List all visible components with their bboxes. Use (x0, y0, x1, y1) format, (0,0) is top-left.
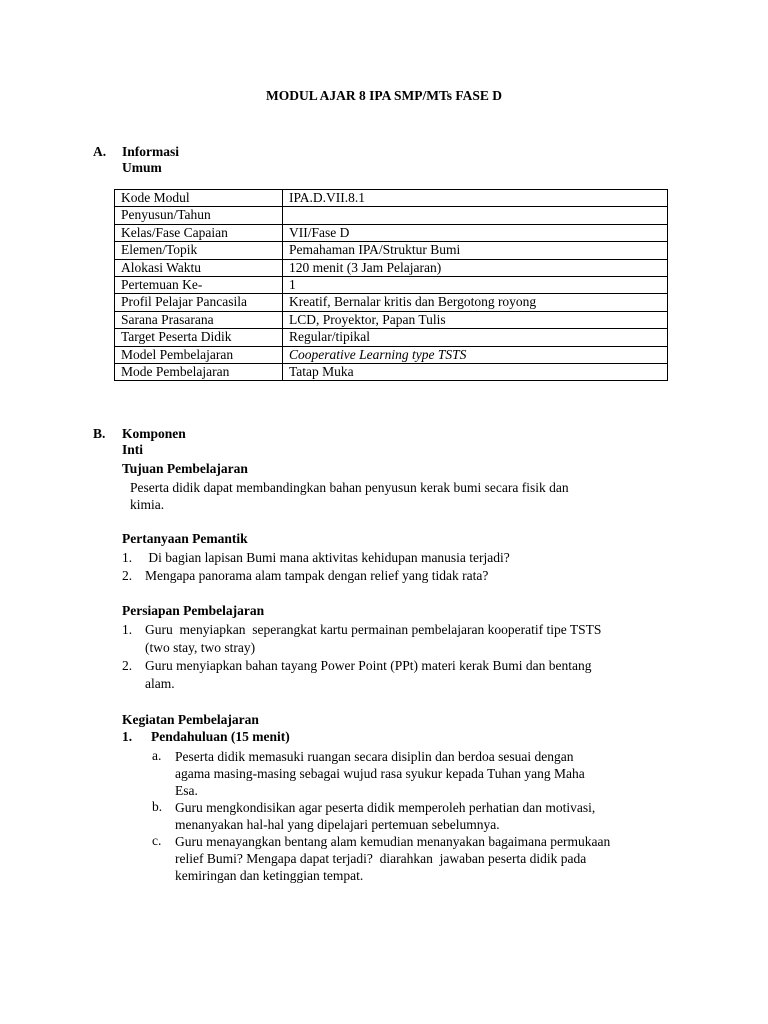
kegiatan-item-line: agama masing-masing sebagai wujud rasa syukur kepada Tuhan yang Maha (175, 766, 585, 781)
info-value: LCD, Proyektor, Papan Tulis (283, 311, 668, 328)
kegiatan-item-line: relief Bumi? Mengapa dapat terjadi? diarahkan jawaban peserta didik pada (175, 851, 587, 866)
info-key: Pertemuan Ke- (115, 276, 283, 293)
kegiatan-item-letter: c. (152, 833, 162, 848)
persiapan-heading: Persiapan Pembelajaran (122, 603, 265, 618)
info-value (283, 207, 668, 224)
info-row (115, 259, 668, 276)
pemantik-item-2: Mengapa panorama alam tampak dengan relief yang tidak rata? (145, 568, 489, 583)
info-row (115, 207, 668, 224)
info-row (115, 276, 668, 293)
pemantik-number-2: 2. (122, 568, 133, 583)
section-a-letter: A. (93, 144, 107, 159)
kegiatan-item-line: Guru mengkondisikan agar peserta didik memperoleh perhatian dan motivasi, (175, 800, 596, 815)
kegiatan-item-line: Guru menayangkan bentang alam kemudian menanyakan bagaimana permukaan (175, 834, 611, 849)
persiapan-item-2-line-2: alam. (145, 676, 175, 691)
tujuan-line-1: Peserta didik dapat membandingkan bahan penyusun kerak bumi secara fisik dan (130, 480, 569, 495)
document-title: MODUL AJAR 8 IPA SMP/MTs FASE D (265, 88, 503, 103)
info-row (115, 311, 668, 328)
kegiatan-item-letter: a. (152, 748, 162, 763)
info-value: 1 (283, 276, 668, 293)
info-key: Elemen/Topik (115, 242, 283, 259)
kegiatan-item-letter: b. (152, 799, 163, 814)
info-value: Cooperative Learning type TSTS (283, 346, 668, 363)
info-key: Model Pembelajaran (115, 346, 283, 363)
info-key: Alokasi Waktu (115, 259, 283, 276)
kegiatan-item-line: kemiringan dan ketinggian tempat. (175, 868, 364, 883)
kegiatan-item-line: menanyakan hal-hal yang dipelajari pertemuan sebelumnya. (175, 817, 500, 832)
info-value: 120 menit (3 Jam Pelajaran) (283, 259, 668, 276)
info-value: IPA.D.VII.8.1 (283, 190, 668, 207)
info-table (114, 189, 668, 381)
kegiatan-heading: Kegiatan Pembelajaran (122, 712, 259, 727)
pemantik-item-1: Di bagian lapisan Bumi mana aktivitas kehidupan manusia terjadi? (145, 550, 510, 565)
info-value: Regular/tipikal (283, 329, 668, 346)
info-key: Profil Pelajar Pancasila (115, 294, 283, 311)
info-key: Mode Pembelajaran (115, 363, 283, 380)
pemantik-heading: Pertanyaan Pemantik (122, 531, 248, 546)
persiapan-item-2-line-1: Guru menyiapkan bahan tayang Power Point (PPt) materi kerak Bumi dan bentang (145, 658, 592, 673)
tujuan-heading: Tujuan Pembelajaran (122, 461, 248, 476)
info-row (115, 346, 668, 363)
persiapan-number-1: 1. (122, 622, 133, 637)
pendahuluan-number: 1. (122, 729, 133, 744)
info-row (115, 363, 668, 380)
info-row (115, 242, 668, 259)
section-a-name: Informasi Umum (122, 144, 179, 175)
info-key: Kelas/Fase Capaian (115, 224, 283, 241)
section-b-letter: B. (93, 426, 106, 441)
persiapan-number-2: 2. (122, 658, 133, 673)
info-value: Kreatif, Bernalar kritis dan Bergotong royong (283, 294, 668, 311)
pemantik-number-1: 1. (122, 550, 133, 565)
info-key: Penyusun/Tahun (115, 207, 283, 224)
info-value: Pemahaman IPA/Struktur Bumi (283, 242, 668, 259)
info-row (115, 294, 668, 311)
section-b-name: Komponen Inti (122, 426, 186, 457)
info-key: Sarana Prasarana (115, 311, 283, 328)
info-key: Kode Modul (115, 190, 283, 207)
info-value: VII/Fase D (283, 224, 668, 241)
info-row (115, 190, 668, 207)
info-value: Tatap Muka (283, 363, 668, 380)
info-key: Target Peserta Didik (115, 329, 283, 346)
persiapan-item-1-line-1: Guru menyiapkan seperangkat kartu permainan pembelajaran kooperatif tipe TSTS (145, 622, 602, 637)
info-row (115, 224, 668, 241)
tujuan-line-2: kimia. (130, 497, 165, 512)
persiapan-item-1-line-2: (two stay, two stray) (145, 640, 256, 655)
kegiatan-item-line: Peserta didik memasuki ruangan secara disiplin dan berdoa sesuai dengan (175, 749, 574, 764)
pendahuluan-title: Pendahuluan (15 menit) (151, 729, 290, 744)
info-row (115, 329, 668, 346)
kegiatan-item-line: Esa. (175, 783, 198, 798)
